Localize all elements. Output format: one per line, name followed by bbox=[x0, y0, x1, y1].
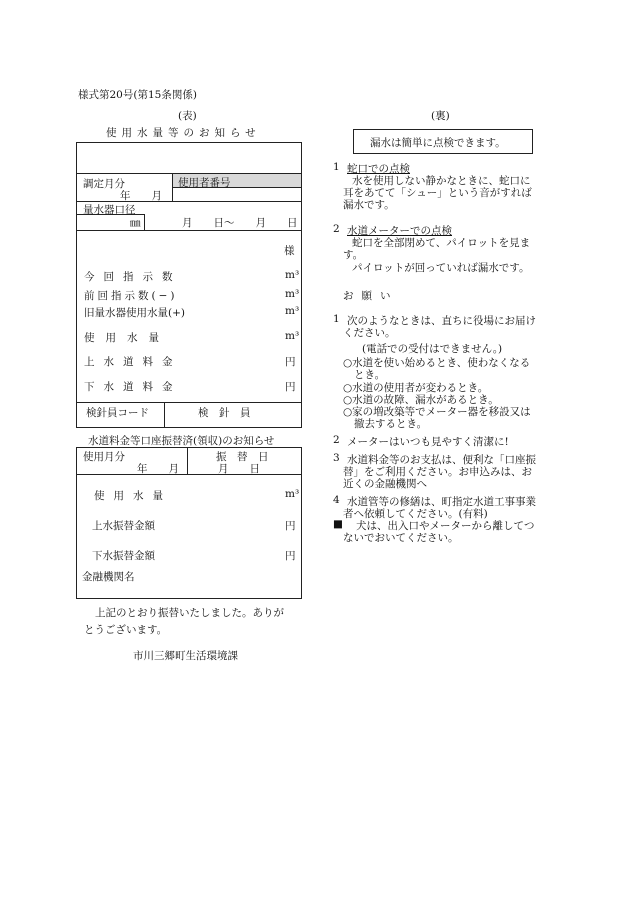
water-fee-unit: 円 bbox=[285, 356, 296, 368]
inspector-code-label: 検針員コード bbox=[86, 407, 149, 419]
req3-line-3: 近くの金融機関へ bbox=[343, 478, 427, 490]
req3-line-1: 水道料金等のお支払は、便利な「口座振 bbox=[347, 454, 536, 466]
sec2-line-3: パイロットが回っていれば漏水です。 bbox=[352, 262, 530, 274]
sec2-title: 水道メーターでの点検 bbox=[347, 225, 452, 237]
req1-item-2: ○水道の使用者が変わるとき。 bbox=[343, 382, 489, 394]
leak-check-heading: 漏水は簡単に点検できます。 bbox=[370, 137, 506, 149]
current-reading-unit: m³ bbox=[285, 269, 300, 281]
inspector-label: 検 針 員 bbox=[198, 407, 251, 419]
req1-item-4-cont: 撤去するとき。 bbox=[354, 418, 428, 430]
honorific: 様 bbox=[284, 245, 295, 257]
water-usage-label: 使用水量 bbox=[84, 332, 170, 344]
survey-month-label: 調定月分 bbox=[83, 178, 125, 190]
sec2-line-2: す。 bbox=[343, 249, 364, 261]
req1-item-1-cont: とき。 bbox=[354, 369, 386, 381]
survey-month-units: 年 月 bbox=[120, 190, 162, 202]
front-side-label: (表) bbox=[178, 110, 197, 122]
req1-item-3: ○水道の故障、漏水があるとき。 bbox=[343, 394, 499, 406]
period-range: 月 日〜 月 日 bbox=[182, 217, 298, 229]
transfer-date-label: 振 替 日 bbox=[216, 451, 269, 463]
req1-line-1: 次のようなときは、直ちに役場にお届け bbox=[347, 315, 536, 327]
sec2-number: 2 bbox=[333, 223, 340, 235]
meter-caliber-label: 量水器口径 bbox=[83, 204, 136, 216]
form-id: 様式第20号(第15条関係) bbox=[78, 89, 197, 101]
water-fee-label: 上水道料金 bbox=[84, 356, 182, 368]
water-transfer-amount-label: 上水振替金額 bbox=[92, 520, 155, 532]
notice-title: 使用水量等のお知らせ bbox=[106, 127, 261, 139]
req1-line-2: ください。 bbox=[343, 327, 396, 339]
old-meter-usage-label: 旧量水器使用水量(+) bbox=[84, 307, 185, 319]
req2-number: 2 bbox=[333, 434, 340, 446]
sewer-transfer-amount-unit: 円 bbox=[285, 550, 296, 562]
req1-item-1: ○水道を使い始めるとき、使わなくなる bbox=[343, 357, 531, 369]
sec1-line-3: 漏水です。 bbox=[343, 199, 395, 211]
old-meter-usage-unit: m³ bbox=[285, 305, 300, 317]
sewer-transfer-amount-label: 下水振替金額 bbox=[92, 550, 155, 562]
thanks-line-2: とうございます。 bbox=[84, 624, 168, 636]
transfer-title: 水道料金等口座振替済(領収)のお知らせ bbox=[88, 435, 275, 447]
req5-mark: ■ bbox=[333, 518, 343, 530]
sec1-title: 蛇口での点検 bbox=[347, 163, 410, 175]
transfer-date-units: 月 日 bbox=[218, 463, 260, 475]
req1-item-4: ○家の増改築等でメーター器を移設又は bbox=[343, 406, 531, 418]
req5-line-2: ないでおいてください。 bbox=[343, 532, 459, 544]
thanks-line-1: 上記のとおり振替いたしました。ありが bbox=[95, 607, 284, 619]
request-title: お願い bbox=[343, 290, 399, 302]
transfer-month-units: 年 月 bbox=[137, 463, 179, 475]
sec1-line-2: 耳をあてて「シュー」という音がすれば bbox=[343, 187, 532, 199]
sewer-fee-unit: 円 bbox=[285, 381, 296, 393]
req3-number: 3 bbox=[333, 452, 340, 464]
sewer-fee-label: 下水道料金 bbox=[84, 381, 182, 393]
req5-line-1: 犬は、出入口やメーターから離してつ bbox=[356, 520, 535, 532]
sec1-number: 1 bbox=[333, 161, 340, 173]
sec1-line-1: 水を使用しない静かなときに、蛇口に bbox=[352, 175, 531, 187]
transfer-month-label: 使用月分 bbox=[83, 451, 125, 463]
back-side-label: (裏) bbox=[431, 110, 450, 122]
water-transfer-amount-unit: 円 bbox=[285, 520, 296, 532]
sec2-line-1: 蛇口を全部閉めて、パイロットを見ま bbox=[352, 237, 531, 249]
previous-reading-label: 前回指示数(−) bbox=[84, 290, 178, 302]
water-usage-unit: m³ bbox=[285, 330, 300, 342]
req1-note: (電話での受付はできません。) bbox=[362, 343, 503, 355]
transfer-usage-unit: m³ bbox=[285, 488, 300, 500]
req4-number: 4 bbox=[333, 494, 340, 506]
req3-line-2: 替」をご利用ください。お申込みは、お bbox=[343, 466, 532, 478]
req1-number: 1 bbox=[333, 313, 340, 325]
user-number-label: 使用者番号 bbox=[178, 177, 231, 189]
req2-text: メーターはいつも見やすく清潔に! bbox=[347, 436, 509, 448]
previous-reading-unit: m³ bbox=[285, 288, 300, 300]
req4-line-2: 者へ依頼してください。(有料) bbox=[343, 508, 488, 520]
req4-line-1: 水道管等の修繕は、町指定水道工事事業 bbox=[347, 496, 536, 508]
meter-caliber-unit: ㎜ bbox=[130, 217, 141, 229]
department: 市川三郷町生活環境課 bbox=[133, 650, 238, 662]
bank-name-label: 金融機関名 bbox=[82, 571, 135, 583]
current-reading-label: 今回指示数 bbox=[84, 271, 182, 283]
transfer-usage-label: 使用水量 bbox=[94, 490, 172, 502]
